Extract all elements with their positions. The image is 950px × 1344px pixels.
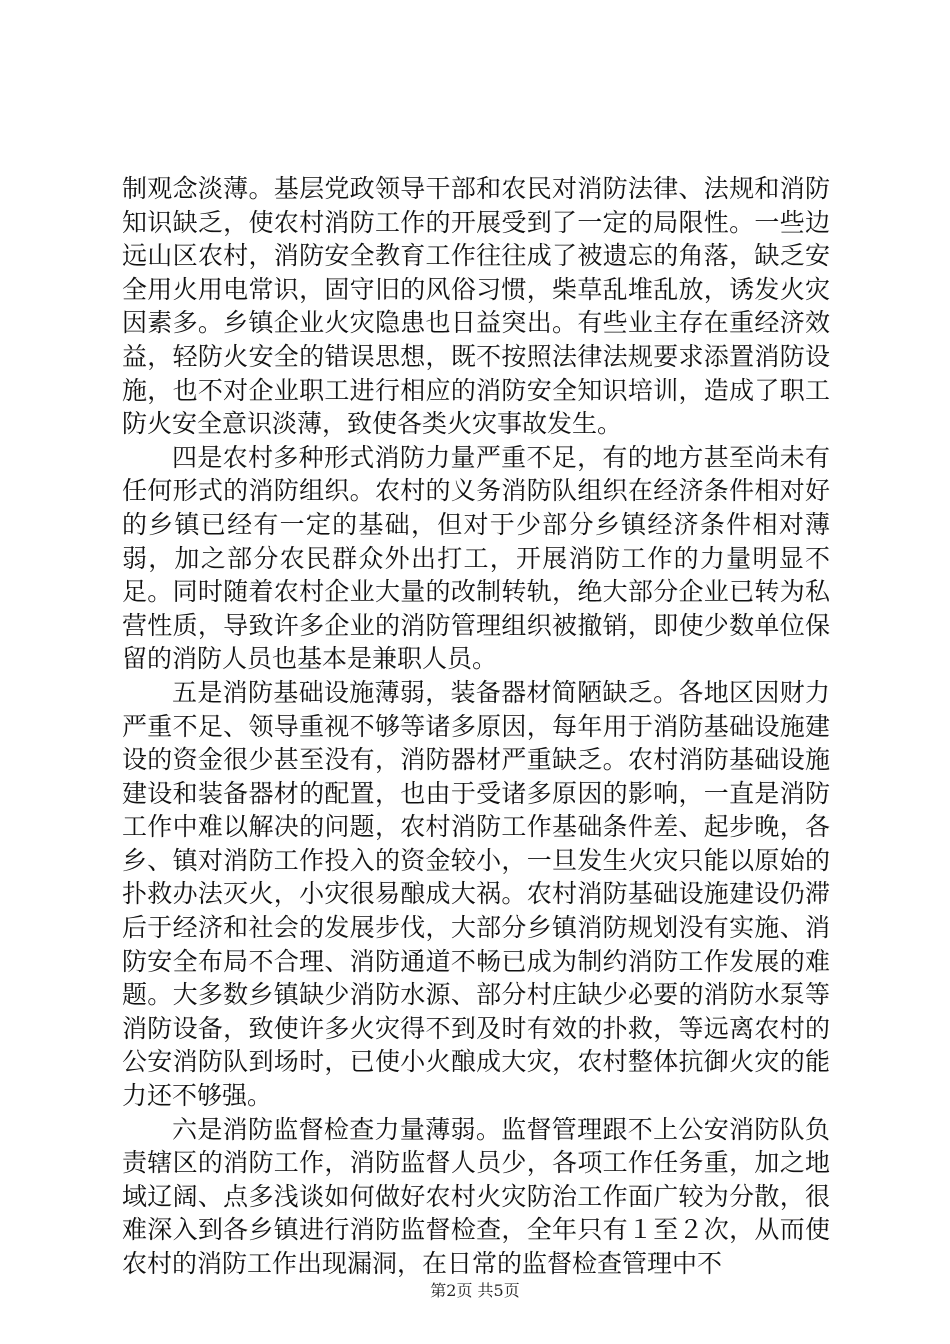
paragraph-4: 六是消防监督检查力量薄弱。监督管理跟不上公安消防队负责辖区的消防工作，消防监督人员少，各项工作任务重，加之地域辽阔、点多浅谈如何做好农村火灾防治工作面广较为分散，很难深入到各乡镇进行消防监督检查，全年只有１至２次，从而使农村的消防工作出现漏洞，在日常的监督检查管理中不 (122, 1114, 830, 1278)
paragraph-1: 制观念淡薄。基层党政领导干部和农民对消防法律、法规和消防知识缺乏，使农村消防工作的开展受到了一定的局限性。一些边远山区农村，消防安全教育工作往往成了被遗忘的角落，缺乏安全用火用电常识，固守旧的风俗习惯，柴草乱堆乱放，诱发火灾因素多。乡镇企业火灾隐患也日益突出。有些业主存在重经济效益，轻防火安全的错误思想，既不按照法律法规要求添置消防设施，也不对企业职工进行相应的消防安全知识培训，造成了职工防火安全意识淡薄，致使各类火灾事故发生。 (122, 174, 830, 439)
document-body (122, 172, 830, 1281)
paragraph-3: 五是消防基础设施薄弱，装备器材简陋缺乏。各地区因财力严重不足、领导重视不够等诸多原因，每年用于消防基础设施建设的资金很少甚至没有，消防器材严重缺乏。农村消防基础设施建设和装备器材的配置，也由于受诸多原因的影响，一直是消防工作中难以解决的问题，农村消防工作基础条件差、起步晚，各乡、镇对消防工作投入的资金较小，一旦发生火灾只能以原始的扑救办法灭火，小灾很易酿成大祸。农村消防基础设施建设仍滞后于经济和社会的发展步伐，大部分乡镇消防规划没有实施、消防安全布局不合理、消防通道不畅已成为制约消防工作发展的难题。大多数乡镇缺少消防水源、部分村庄缺少必要的消防水泵等消防设备，致使许多火灾得不到及时有效的扑救，等远离农村的公安消防队到场时，已使小火酿成大灾，农村整体抗御火灾的能力还不够强。 (122, 677, 830, 1111)
page-number-footer: 第2页 共5页 (430, 1281, 520, 1300)
paragraph-2: 四是农村多种形式消防力量严重不足，有的地方甚至尚未有任何形式的消防组织。农村的义务消防队组织在经济条件相对好的乡镇已经有一定的基础，但对于少部分乡镇经济条件相对薄弱，加之部分农民群众外出打工，开展消防工作的力量明显不足。同时随着农村企业大量的改制转轨，绝大部分企业已转为私营性质，导致许多企业的消防管理组织被撤销，即使少数单位保留的消防人员也基本是兼职人员。 (122, 442, 830, 674)
